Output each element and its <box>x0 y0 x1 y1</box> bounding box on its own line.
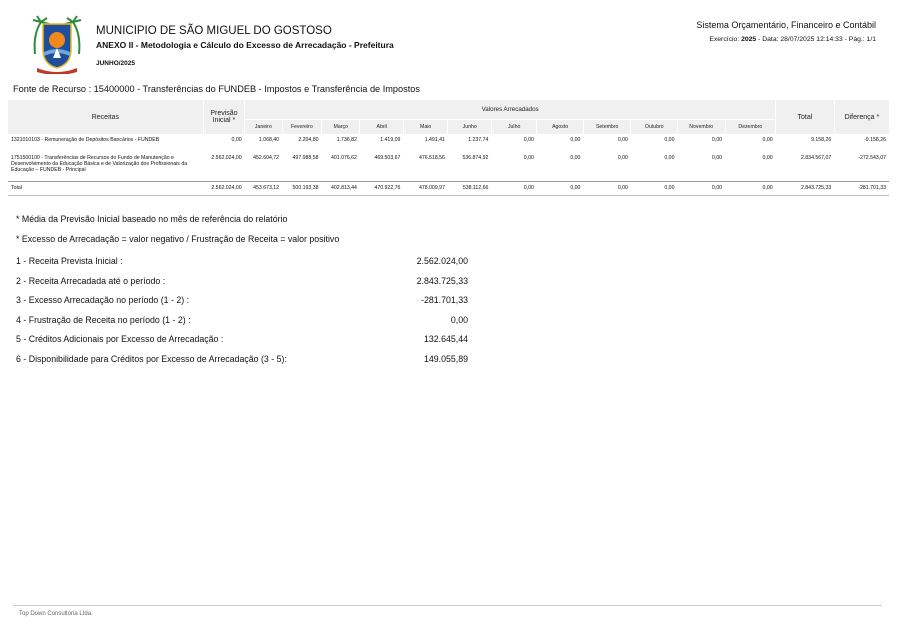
month-value-cell: 1.237,74 <box>468 137 489 143</box>
month-value-cell: 452.604,72 <box>253 155 280 161</box>
month-value-cell: 0,00 <box>762 137 773 143</box>
summary-value: 2.562.024,00 <box>416 256 468 266</box>
table-row <box>8 152 889 182</box>
municipal-coat-of-arms-logo <box>27 14 87 74</box>
note-excesso: * Excesso de Arrecadação = valor negativo / Frustração de Receita = valor positivo <box>16 234 340 244</box>
month-header: Julho <box>491 120 537 135</box>
month-header: Outubro <box>631 120 678 135</box>
month-value-cell: 1.736,82 <box>336 137 357 143</box>
month-value-cell: 0,00 <box>523 137 534 143</box>
month-header: Março <box>322 120 360 135</box>
month-header: Janeiro <box>245 120 282 135</box>
month-value-cell: 1.491,41 <box>424 137 445 143</box>
month-value-cell: 538.112,66 <box>448 182 491 196</box>
month-value-cell: 0,00 <box>523 155 534 161</box>
diferenca-cell: -272.543,07 <box>858 155 886 161</box>
month-value-cell: 470.922,76 <box>360 182 403 196</box>
month-value-cell: 0,00 <box>631 182 678 196</box>
col-total-header: Total <box>776 100 835 134</box>
total-cell: 2.834.567,07 <box>800 155 832 161</box>
month-header: Dezembro <box>725 120 776 135</box>
previsao-cell: 2.562.024,00 <box>211 155 242 161</box>
footer-divider <box>13 605 882 606</box>
col-previsao-header: Previsão Inicial * <box>203 100 244 134</box>
col-receitas-header: Receitas <box>8 100 203 134</box>
footer-company: Top Down Consultoria Ltda. <box>19 611 93 617</box>
month-value-cell: 0,00 <box>583 182 631 196</box>
month-value-cell: 0,00 <box>762 155 773 161</box>
month-value-cell: 0,00 <box>617 137 628 143</box>
month-value-cell: 0,00 <box>711 155 722 161</box>
table-total-row <box>8 182 889 196</box>
summary-value: -281.701,33 <box>421 295 468 306</box>
month-value-cell: 401.076,62 <box>330 155 357 161</box>
month-value-cell: 500.193,38 <box>282 182 321 196</box>
summary-label: 3 - Excesso Arrecadação no período (1 - 2) : <box>16 295 190 306</box>
col-valores-header: Valores Arrecadados <box>245 100 776 120</box>
month-value-cell: 0,00 <box>711 137 722 143</box>
col-diferenca-header: Diferença * <box>834 100 889 134</box>
month-value-cell: 0,00 <box>617 155 628 161</box>
month-value-cell: 402.813,44 <box>322 182 360 196</box>
summary-label: 2 - Receita Arrecadada até o período : <box>16 275 166 286</box>
report-annex-title: ANEXO II - Metodologia e Cálculo do Excesso de Arrecadação - Prefeitura <box>96 40 394 50</box>
system-name: Sistema Orçamentário, Financeiro e Contábil <box>696 20 876 30</box>
month-value-cell: 469.503,67 <box>374 155 401 161</box>
month-value-cell: 0,00 <box>537 182 584 196</box>
month-header: Abril <box>360 120 403 135</box>
month-value-cell: 0,00 <box>677 182 725 196</box>
summary-label: 6 - Disponibilidade para Créditos por Excesso de Arrecadação (3 - 5): <box>16 354 287 364</box>
summary-label: 5 - Créditos Adicionais por Excesso de Arrecadação : <box>16 334 224 345</box>
month-value-cell: 1.068,40 <box>258 137 280 143</box>
month-value-cell: 0,00 <box>491 182 537 196</box>
summary-label: 1 - Receita Prevista Inicial : <box>16 256 123 266</box>
summary-value: 132.645,44 <box>423 334 468 345</box>
month-header: Setembro <box>583 120 631 135</box>
month-value-cell: 497.988,58 <box>292 155 319 161</box>
month-value-cell: 0,00 <box>570 155 581 161</box>
municipality-title: MUNICIPIO DE SÃO MIGUEL DO GOSTOSO <box>96 25 332 37</box>
month-value-cell: 0,00 <box>570 137 581 143</box>
month-header: Junho <box>448 120 491 135</box>
note-previsao: * Média da Previsão Inicial baseado no mês de referência do relatório <box>16 214 288 224</box>
summary-value: 149.055,89 <box>423 354 468 364</box>
receita-cell: Total <box>8 182 203 196</box>
revenue-table <box>8 100 889 196</box>
resource-source-title: Fonte de Recurso : 15400000 - Transferências do FUNDEB - Impostos e Transferência de Impostos <box>13 84 420 94</box>
month-value-cell: 478.009,97 <box>403 182 448 196</box>
summary-label: 4 - Frustração de Receita no período (1 - 2) : <box>16 314 191 325</box>
previsao-cell: 2.562.024,00 <box>203 182 244 196</box>
receita-cell: 1321010103 - Remuneração de Depósitos Bancários - FUNDEB <box>11 137 160 143</box>
diferenca-cell: -281.701,33 <box>834 182 889 196</box>
summary-value: 2.843.725,33 <box>416 275 468 286</box>
receita-cell: 1751500100 - Transferências de Recursos do Fundo de Manutenção e Desenvolvimento da Educação Básica e de Valorização dos Profissionais da Educação – FUNDEB - Principal <box>11 155 188 173</box>
report-month: JUNHO/2025 <box>96 60 136 67</box>
month-header: Agosto <box>537 120 584 135</box>
month-header: Novembro <box>677 120 725 135</box>
total-cell: 2.843.725,33 <box>776 182 835 196</box>
month-value-cell: 536.874,92 <box>462 155 489 161</box>
previsao-cell: 0,00 <box>231 137 242 143</box>
month-value-cell: 2.204,80 <box>298 137 319 143</box>
month-value-cell: 0,00 <box>725 182 776 196</box>
diferenca-cell: -9.158,26 <box>864 137 886 143</box>
month-value-cell: 476.518,56 <box>418 155 445 161</box>
month-header: Maio <box>403 120 448 135</box>
exercise-info: Exercício: 2025 - Data: 28/07/2025 12:14:33 - Pág.: 1/1 <box>709 36 876 43</box>
month-value-cell: 453.673,12 <box>245 182 282 196</box>
table-row <box>8 134 889 152</box>
month-value-cell: 1.419,09 <box>380 137 401 143</box>
month-header: Fevereiro <box>282 120 321 135</box>
summary-value: 0,00 <box>450 314 468 325</box>
month-value-cell: 0,00 <box>664 137 675 143</box>
total-cell: 9.158,26 <box>811 137 832 143</box>
month-value-cell: 0,00 <box>664 155 675 161</box>
